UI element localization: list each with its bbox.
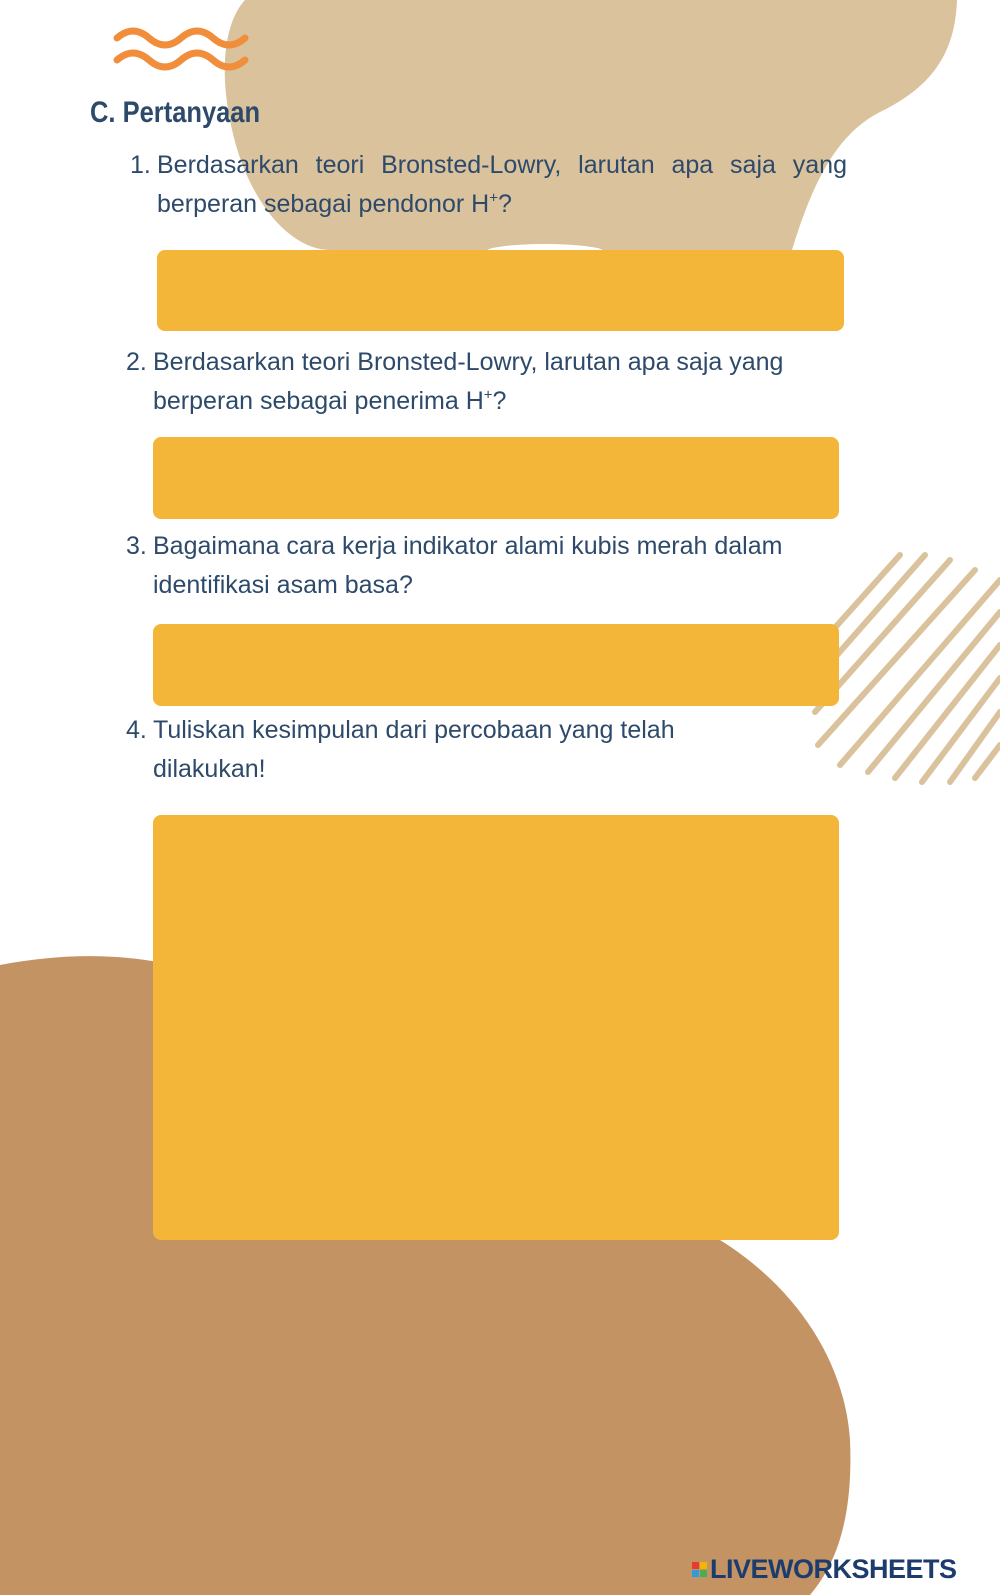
stripes-decoration <box>815 555 1000 782</box>
answer-box-2[interactable] <box>153 437 839 519</box>
section-title: C. Pertanyaan <box>90 96 261 129</box>
question-text: Berdasarkan teori Bronsted-Lowry, larutan apa saja yang berperan sebagai penerima H+? <box>153 348 784 415</box>
answer-box-3[interactable] <box>153 624 839 706</box>
question-1 <box>130 146 847 224</box>
superscript-plus: + <box>489 189 498 207</box>
question-text: Bagaimana cara kerja indikator alami kubis merah dalam identifikasi asam basa? <box>153 532 783 599</box>
liveworksheets-icon <box>692 1562 707 1577</box>
question-3 <box>126 527 826 605</box>
question-text: Berdasarkan teori Bronsted-Lowry, larutan apa saja yang berperan sebagai pendonor H+? <box>157 151 847 218</box>
superscript-plus: + <box>483 386 493 404</box>
question-2 <box>126 343 826 421</box>
question-text: Tuliskan kesimpulan dari percobaan yang telah dilakukan! <box>153 716 675 783</box>
liveworksheets-logo[interactable] <box>692 1554 957 1585</box>
answer-box-4[interactable] <box>153 815 839 1240</box>
brand-text: LIVEWORKSHEETS <box>710 1554 957 1584</box>
question-number: 3. <box>126 532 147 560</box>
question-number: 1. <box>130 151 151 179</box>
question-4 <box>126 711 726 789</box>
answer-box-1[interactable] <box>157 250 844 331</box>
question-number: 2. <box>126 348 147 376</box>
question-number: 4. <box>126 716 147 744</box>
